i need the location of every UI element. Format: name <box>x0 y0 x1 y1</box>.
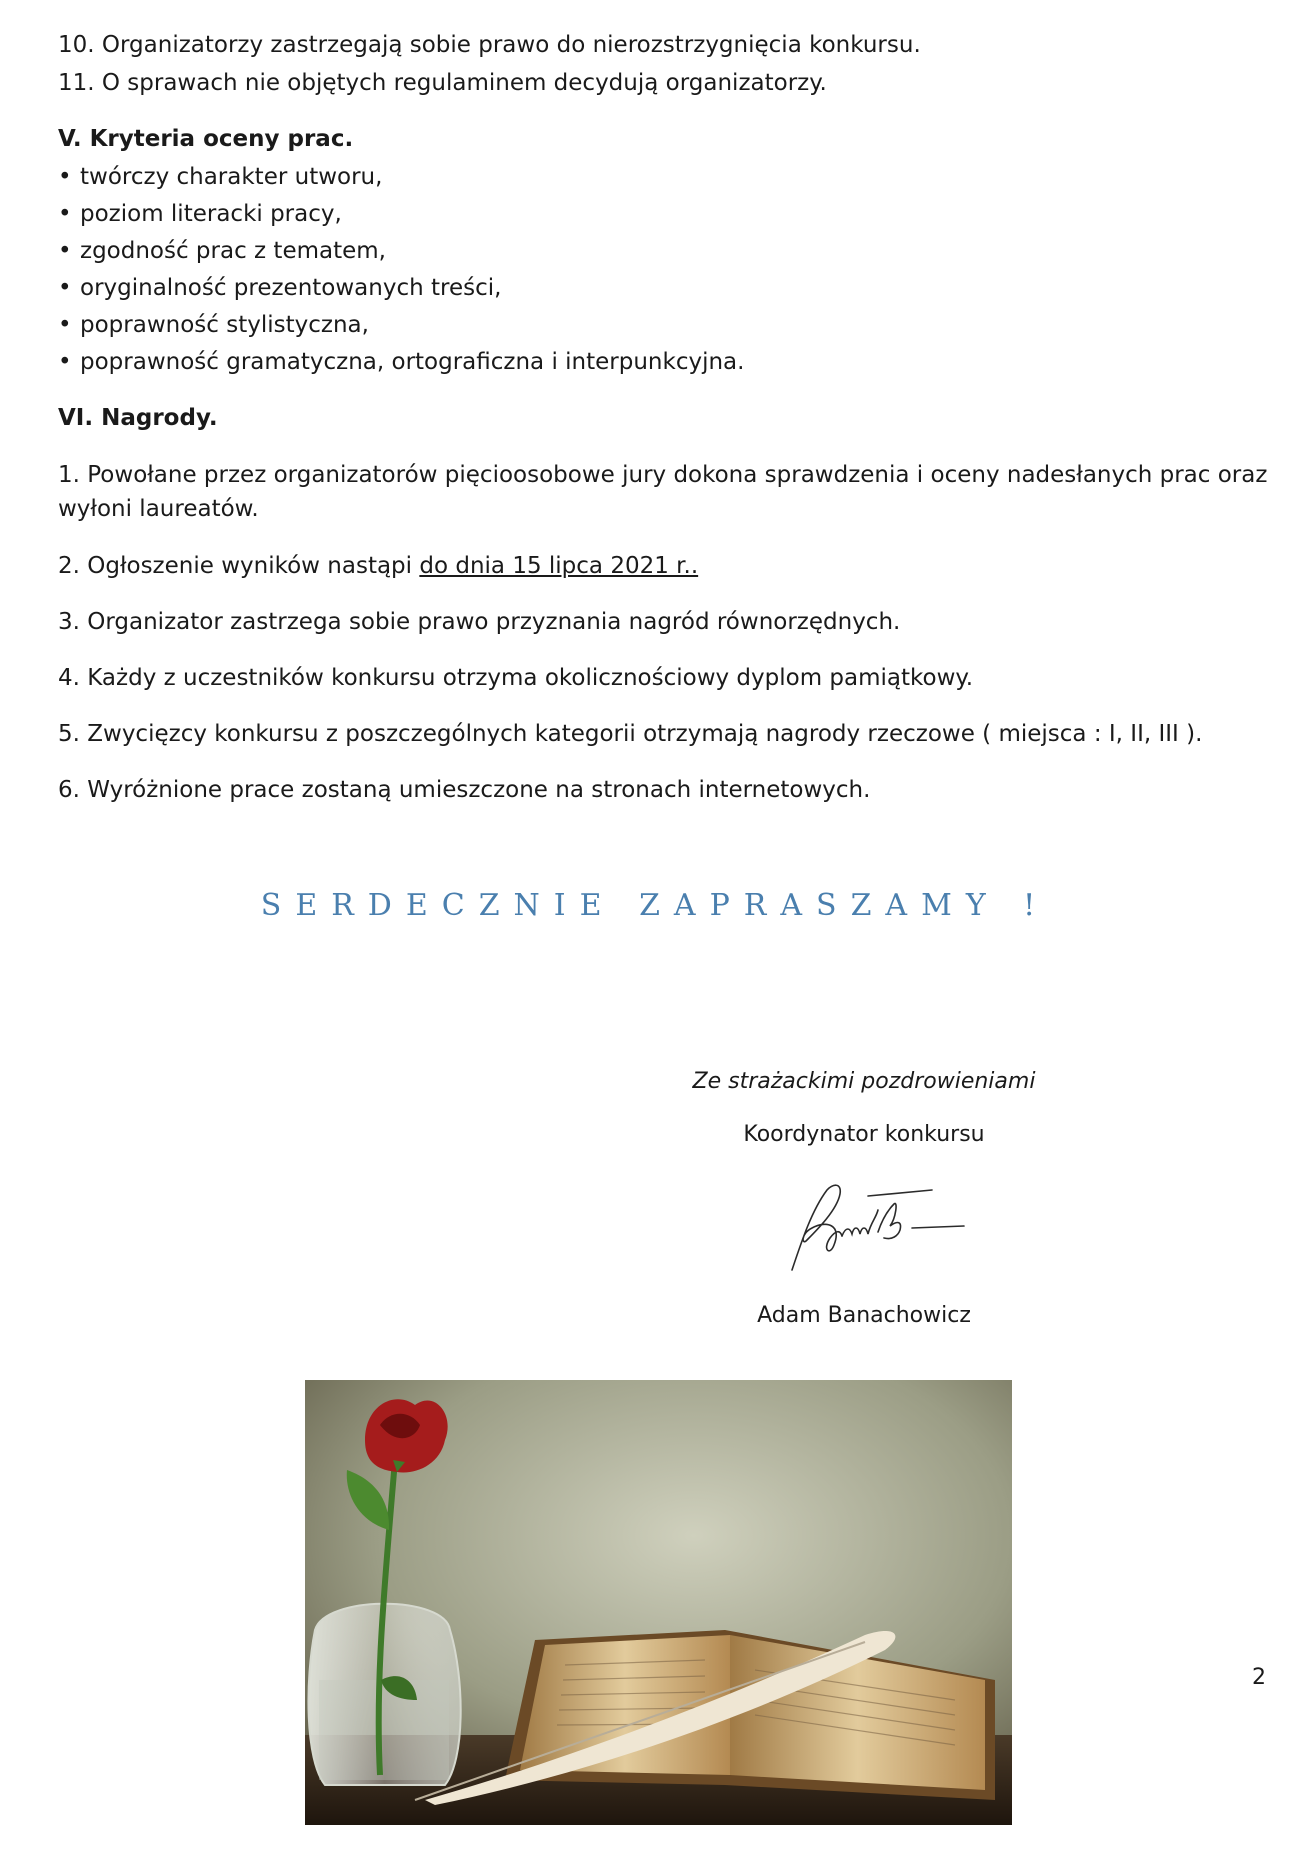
prize-2-date: do dnia 15 lipca 2021 r.. <box>419 553 699 579</box>
rule-11: 11. O sprawach nie objętych regulaminem decydują organizatorzy. <box>58 70 827 96</box>
prize-4: 4. Każdy z uczestników konkursu otrzyma okolicznościowy dyplom pamiątkowy. <box>58 665 974 691</box>
prize-3: 3. Organizator zastrzega sobie prawo przyznania nagród równorzędnych. <box>58 609 901 635</box>
criteria-heading: V. Kryteria oceny prac. <box>58 126 354 152</box>
criteria-item: • poprawność stylistyczna, <box>58 310 369 340</box>
prize-1-line-1: 1. Powołane przez organizatorów pięcioosobowe jury dokona sprawdzenia i oceny nadesłanych prac oraz <box>58 462 1268 488</box>
criteria-item: • twórczy charakter utworu, <box>58 162 382 192</box>
prize-6: 6. Wyróżnione prace zostaną umieszczone na stronach internetowych. <box>58 777 871 803</box>
prizes-heading: VI. Nagrody. <box>58 405 218 431</box>
prize-1-line-2: wyłoni laureatów. <box>58 496 259 522</box>
signature-role: Koordynator konkursu <box>743 1122 985 1147</box>
rose-and-book-photo <box>305 1380 1012 1825</box>
rule-10: 10. Organizatorzy zastrzegają sobie prawo do nierozstrzygnięcia konkursu. <box>58 32 921 58</box>
prize-5: 5. Zwycięzcy konkursu z poszczególnych kategorii otrzymają nagrody rzeczowe ( miejsca : I, II, III ). <box>58 721 1203 747</box>
signature-greeting: Ze strażackimi pozdrowieniami <box>692 1069 1036 1094</box>
criteria-item: • oryginalność prezentowanych treści, <box>58 273 501 303</box>
signature-name: Adam Banachowicz <box>757 1303 971 1328</box>
prize-2-text: 2. Ogłoszenie wyników nastąpi <box>58 553 420 579</box>
criteria-item: • zgodność prac z tematem, <box>58 236 386 266</box>
handwritten-signature <box>772 1170 972 1280</box>
criteria-item: • poprawność gramatyczna, ortograficzna i interpunkcyjna. <box>58 347 744 377</box>
page-number: 2 <box>1252 1665 1266 1690</box>
invitation-text: SERDECZNIE ZAPRASZAMY ! <box>260 888 1050 923</box>
criteria-item: • poziom literacki pracy, <box>58 199 342 229</box>
prize-2 <box>58 551 698 581</box>
